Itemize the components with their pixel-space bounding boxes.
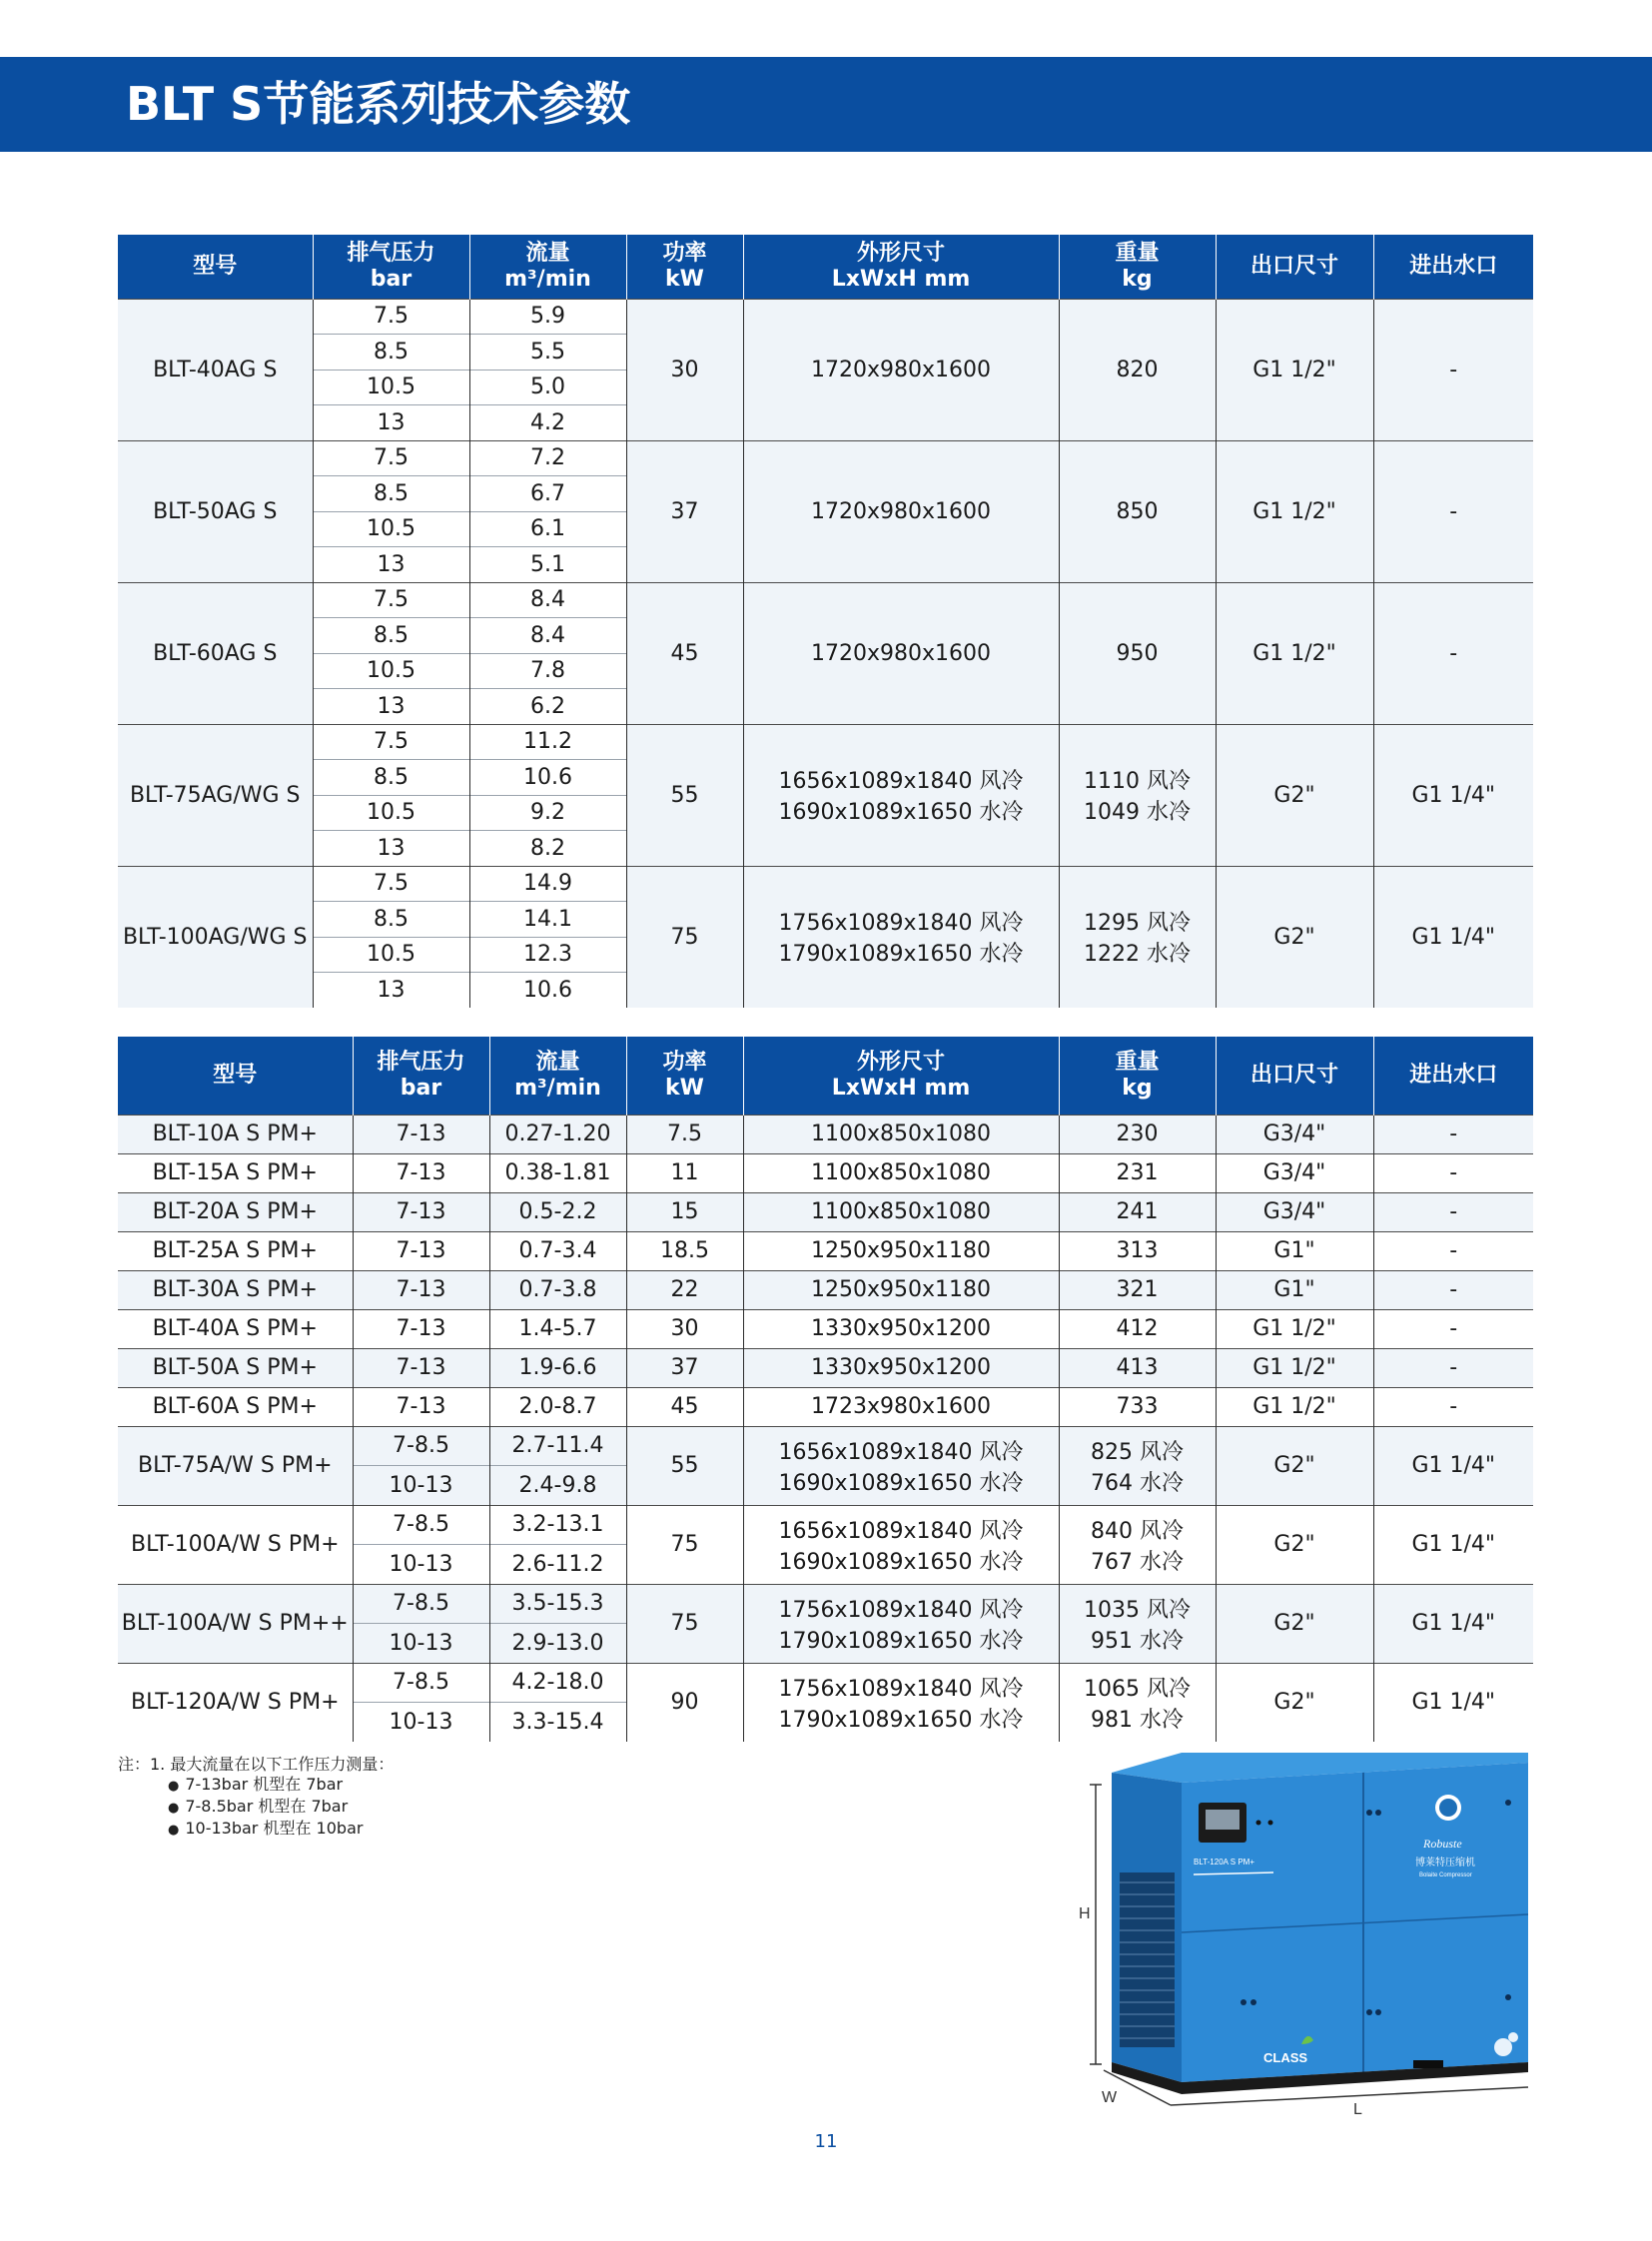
flow-cell: 0.27-1.20 xyxy=(489,1115,626,1153)
flow-cell: 10.6 xyxy=(469,760,626,796)
dimension-line: 1756x1089x1840 风冷 xyxy=(778,1597,1024,1623)
flow-cell: 11.2 xyxy=(469,724,626,760)
water-port-cell: G1 1/4" xyxy=(1373,1584,1533,1663)
flow-cell: 14.9 xyxy=(469,866,626,902)
dimension-line: 1656x1089x1840 风冷 xyxy=(778,1439,1024,1465)
model-cell: BLT-40A S PM+ xyxy=(118,1309,353,1348)
flow-cell: 10.6 xyxy=(469,973,626,1009)
column-header xyxy=(118,235,313,299)
pressure-cell: 8.5 xyxy=(313,902,469,938)
column-header xyxy=(626,235,743,299)
weight-line: 1295 风冷 xyxy=(1084,911,1191,937)
pressure-cell: 10.5 xyxy=(313,937,469,973)
dimension-line: 1756x1089x1840 风冷 xyxy=(778,1676,1024,1702)
model-cell: BLT-40AG S xyxy=(118,299,313,440)
water-port-cell: - xyxy=(1373,1387,1533,1426)
model-cell: BLT-20A S PM+ xyxy=(118,1192,353,1231)
pressure-cell: 7-13 xyxy=(353,1231,489,1270)
power-cell: 45 xyxy=(626,1387,743,1426)
weight-line: 767 水冷 xyxy=(1091,1549,1184,1575)
header-label: 外形尺寸 xyxy=(856,1049,945,1075)
water-port-cell: - xyxy=(1373,1192,1533,1231)
column-header xyxy=(489,1037,626,1115)
flow-cell: 2.4-9.8 xyxy=(489,1466,626,1506)
spec-table-1 xyxy=(118,235,1533,1008)
pressure-cell: 7-13 xyxy=(353,1153,489,1192)
outlet-cell: G1" xyxy=(1216,1270,1373,1309)
pressure-cell: 7-8.5 xyxy=(353,1584,489,1624)
weight-line: 951 水冷 xyxy=(1091,1628,1184,1654)
column-header xyxy=(1216,235,1373,299)
dimension-line: 1720x980x1600 xyxy=(810,640,991,666)
brand-name: Robuste xyxy=(1423,1837,1462,1851)
header-label: 型号 xyxy=(193,253,238,279)
weight-cell xyxy=(1059,1663,1216,1742)
outlet-cell: G1 1/2" xyxy=(1216,1309,1373,1348)
column-header xyxy=(626,1037,743,1115)
power-cell: 75 xyxy=(626,866,743,1008)
weight-line: 840 风冷 xyxy=(1091,1518,1184,1544)
dimension-line: 1720x980x1600 xyxy=(810,357,991,382)
table-row xyxy=(118,1584,1533,1624)
flow-cell: 5.5 xyxy=(469,335,626,371)
pressure-cell: 8.5 xyxy=(313,618,469,654)
weight-cell xyxy=(1059,866,1216,1008)
power-cell: 37 xyxy=(626,1348,743,1387)
flow-cell: 5.0 xyxy=(469,370,626,405)
flow-cell: 0.5-2.2 xyxy=(489,1192,626,1231)
brand-cn: 博莱特压缩机 xyxy=(1415,1858,1475,1868)
flow-cell: 1.9-6.6 xyxy=(489,1348,626,1387)
table-row xyxy=(118,1192,1533,1231)
table-row xyxy=(118,1505,1533,1545)
model-cell: BLT-60AG S xyxy=(118,582,313,724)
column-header xyxy=(743,1037,1059,1115)
water-port-cell: G1 1/4" xyxy=(1373,1426,1533,1505)
table-row xyxy=(118,1426,1533,1466)
pressure-cell: 10-13 xyxy=(353,1703,489,1743)
power-cell: 30 xyxy=(626,299,743,440)
footnote-intro: 注：1. 最大流量在以下工作压力测量： xyxy=(118,1755,395,1774)
dimensions-cell xyxy=(743,1505,1059,1584)
dimensions-cell xyxy=(743,1663,1059,1742)
title-banner xyxy=(0,57,1652,152)
column-header xyxy=(1059,1037,1216,1115)
pressure-cell: 7.5 xyxy=(313,440,469,476)
flow-cell: 9.2 xyxy=(469,795,626,831)
flow-cell: 3.5-15.3 xyxy=(489,1584,626,1624)
water-port-cell: G1 1/4" xyxy=(1373,1663,1533,1742)
weight-line: 981 水冷 xyxy=(1091,1707,1184,1733)
header-label: 出口尺寸 xyxy=(1249,253,1338,279)
pressure-cell: 8.5 xyxy=(313,760,469,796)
table-row xyxy=(118,1663,1533,1703)
dimensions-cell: 1100x850x1080 xyxy=(743,1115,1059,1153)
pressure-cell: 10-13 xyxy=(353,1545,489,1585)
dimension-line: 1790x1089x1650 水冷 xyxy=(778,1707,1024,1733)
table-row xyxy=(118,582,1533,618)
model-cell: BLT-25A S PM+ xyxy=(118,1231,353,1270)
weight-cell xyxy=(1059,299,1216,440)
footnote-item: ● 10-13bar 机型在 10bar xyxy=(118,1819,394,1841)
table-row xyxy=(118,1387,1533,1426)
header-unit: kg xyxy=(1122,266,1153,292)
power-cell: 75 xyxy=(626,1584,743,1663)
dimension-line: 1790x1089x1650 水冷 xyxy=(778,1628,1024,1654)
model-cell: BLT-75AG/WG S xyxy=(118,724,313,866)
flow-cell: 8.2 xyxy=(469,831,626,867)
model-cell: BLT-75A/W S PM+ xyxy=(118,1426,353,1505)
outlet-cell: G2" xyxy=(1216,1584,1373,1663)
water-port-cell: - xyxy=(1373,1115,1533,1153)
pressure-cell: 7-13 xyxy=(353,1387,489,1426)
weight-cell xyxy=(1059,724,1216,866)
pressure-cell: 7.5 xyxy=(313,724,469,760)
flow-cell: 5.9 xyxy=(469,299,626,335)
model-cell: BLT-30A S PM+ xyxy=(118,1270,353,1309)
outlet-cell: G1 1/2" xyxy=(1216,582,1373,724)
dimensions-cell xyxy=(743,724,1059,866)
weight-line: 1065 风冷 xyxy=(1084,1676,1191,1702)
flow-cell: 2.6-11.2 xyxy=(489,1545,626,1585)
flow-cell: 8.4 xyxy=(469,618,626,654)
column-header xyxy=(469,235,626,299)
dimension-line: 1790x1089x1650 水冷 xyxy=(778,942,1024,968)
outlet-cell: G1 1/2" xyxy=(1216,1348,1373,1387)
weight-line: 764 水冷 xyxy=(1091,1470,1184,1496)
weight-cell: 313 xyxy=(1059,1231,1216,1270)
table-row xyxy=(118,1231,1533,1270)
power-cell: 90 xyxy=(626,1663,743,1742)
model-cell: BLT-50AG S xyxy=(118,440,313,582)
header-unit: kg xyxy=(1122,1075,1153,1101)
flow-cell: 3.2-13.1 xyxy=(489,1505,626,1545)
weight-cell xyxy=(1059,1505,1216,1584)
footnotes xyxy=(118,1755,394,1841)
spec-table-2 xyxy=(118,1037,1533,1742)
weight-cell: 321 xyxy=(1059,1270,1216,1309)
weight-cell xyxy=(1059,1584,1216,1663)
pressure-cell: 8.5 xyxy=(313,476,469,512)
outlet-cell: G2" xyxy=(1216,1505,1373,1584)
flow-cell: 0.7-3.8 xyxy=(489,1270,626,1309)
header-label: 流量 xyxy=(535,1049,580,1075)
flow-cell: 8.4 xyxy=(469,582,626,618)
flow-cell: 0.7-3.4 xyxy=(489,1231,626,1270)
weight-line: 1035 风冷 xyxy=(1084,1597,1191,1623)
weight-line: 825 风冷 xyxy=(1091,1439,1184,1465)
pressure-cell: 10.5 xyxy=(313,795,469,831)
flow-cell: 2.7-11.4 xyxy=(489,1426,626,1466)
header-label: 排气压力 xyxy=(347,240,435,266)
flow-cell: 7.2 xyxy=(469,440,626,476)
panel-model-label: BLT-120A S PM+ xyxy=(1194,1858,1254,1867)
pressure-cell: 7-8.5 xyxy=(353,1505,489,1545)
weight-line: 950 xyxy=(1116,640,1159,666)
header-label: 进出水口 xyxy=(1409,253,1498,279)
flow-cell: 2.0-8.7 xyxy=(489,1387,626,1426)
header-label: 出口尺寸 xyxy=(1249,1062,1338,1088)
pressure-cell: 7-13 xyxy=(353,1192,489,1231)
dimension-line: 1690x1089x1650 水冷 xyxy=(778,800,1024,825)
brand-en: Bolaite Compressor xyxy=(1419,1872,1472,1878)
dimensions-cell xyxy=(743,440,1059,582)
power-cell: 55 xyxy=(626,1426,743,1505)
dimensions-cell xyxy=(743,866,1059,1008)
pressure-cell: 10.5 xyxy=(313,370,469,405)
header-label: 外形尺寸 xyxy=(856,240,945,266)
dimensions-cell: 1100x850x1080 xyxy=(743,1192,1059,1231)
pressure-cell: 7.5 xyxy=(313,582,469,618)
outlet-cell: G3/4" xyxy=(1216,1192,1373,1231)
table-row xyxy=(118,1270,1533,1309)
dimensions-cell: 1330x950x1200 xyxy=(743,1309,1059,1348)
dimension-line: 1656x1089x1840 风冷 xyxy=(778,1518,1024,1544)
pressure-cell: 7-13 xyxy=(353,1309,489,1348)
weight-cell: 413 xyxy=(1059,1348,1216,1387)
outlet-cell: G1 1/2" xyxy=(1216,440,1373,582)
water-port-cell: - xyxy=(1373,299,1533,440)
water-port-cell: - xyxy=(1373,440,1533,582)
weight-line: 850 xyxy=(1116,498,1159,524)
pressure-cell: 13 xyxy=(313,405,469,441)
dimensions-cell: 1723x980x1600 xyxy=(743,1387,1059,1426)
weight-line: 820 xyxy=(1116,357,1159,382)
weight-line: 1049 水冷 xyxy=(1084,800,1191,825)
outlet-cell: G1 1/2" xyxy=(1216,299,1373,440)
weight-cell xyxy=(1059,440,1216,582)
dimensions-cell xyxy=(743,1584,1059,1663)
outlet-cell: G2" xyxy=(1216,1426,1373,1505)
column-header xyxy=(1059,235,1216,299)
header-unit: bar xyxy=(400,1075,442,1101)
dimension-line: 1720x980x1600 xyxy=(810,498,991,524)
weight-cell: 733 xyxy=(1059,1387,1216,1426)
table-row xyxy=(118,1348,1533,1387)
pressure-cell: 8.5 xyxy=(313,335,469,371)
dimensions-cell xyxy=(743,582,1059,724)
table-row xyxy=(118,866,1533,902)
footnote-item: ● 7-13bar 机型在 7bar xyxy=(118,1775,394,1797)
pressure-cell: 13 xyxy=(313,689,469,725)
model-cell: BLT-60A S PM+ xyxy=(118,1387,353,1426)
water-port-cell: - xyxy=(1373,1231,1533,1270)
page-number: 11 xyxy=(814,2131,838,2152)
header-unit: kW xyxy=(665,1075,704,1101)
dimension-line: 1756x1089x1840 风冷 xyxy=(778,911,1024,937)
model-cell: BLT-100A/W S PM+ xyxy=(118,1505,353,1584)
column-header xyxy=(353,1037,489,1115)
power-cell: 18.5 xyxy=(626,1231,743,1270)
header-unit: bar xyxy=(370,266,413,292)
width-label: W xyxy=(1102,2089,1118,2106)
weight-cell: 230 xyxy=(1059,1115,1216,1153)
power-cell: 75 xyxy=(626,1505,743,1584)
model-cell: BLT-100A/W S PM++ xyxy=(118,1584,353,1663)
header-label: 流量 xyxy=(525,240,570,266)
flow-cell: 0.38-1.81 xyxy=(489,1153,626,1192)
column-header xyxy=(313,235,469,299)
header-label: 重量 xyxy=(1115,240,1160,266)
water-port-cell: - xyxy=(1373,1270,1533,1309)
footnote-item: ● 7-8.5bar 机型在 7bar xyxy=(118,1797,394,1819)
pressure-cell: 7.5 xyxy=(313,866,469,902)
column-header xyxy=(1373,235,1533,299)
pressure-cell: 7-13 xyxy=(353,1348,489,1387)
weight-line: 1110 风冷 xyxy=(1084,769,1191,794)
model-cell: BLT-50A S PM+ xyxy=(118,1348,353,1387)
flow-cell: 6.1 xyxy=(469,511,626,547)
water-port-cell: G1 1/4" xyxy=(1373,866,1533,1008)
flower-decoration-icon xyxy=(1494,2038,1512,2056)
pressure-cell: 7-8.5 xyxy=(353,1663,489,1703)
outlet-cell: G3/4" xyxy=(1216,1115,1373,1153)
pressure-cell: 10.5 xyxy=(313,653,469,689)
dimensions-cell: 1100x850x1080 xyxy=(743,1153,1059,1192)
flow-cell: 6.2 xyxy=(469,689,626,725)
header-label: 进出水口 xyxy=(1409,1062,1498,1088)
column-header xyxy=(1373,1037,1533,1115)
dimensions-cell: 1250x950x1180 xyxy=(743,1231,1059,1270)
water-port-cell: G1 1/4" xyxy=(1373,1505,1533,1584)
column-header xyxy=(743,235,1059,299)
pressure-cell: 10-13 xyxy=(353,1624,489,1664)
column-header xyxy=(1216,1037,1373,1115)
power-cell: 30 xyxy=(626,1309,743,1348)
weight-cell xyxy=(1059,582,1216,724)
outlet-cell: G2" xyxy=(1216,1663,1373,1742)
flow-cell: 4.2-18.0 xyxy=(489,1663,626,1703)
model-cell: BLT-100AG/WG S xyxy=(118,866,313,1008)
power-cell: 22 xyxy=(626,1270,743,1309)
pressure-cell: 10.5 xyxy=(313,511,469,547)
header-label: 功率 xyxy=(662,1049,707,1075)
outlet-cell: G3/4" xyxy=(1216,1153,1373,1192)
page-title: BLT S节能系列技术参数 xyxy=(126,77,631,131)
pressure-cell: 7-8.5 xyxy=(353,1426,489,1466)
flow-cell: 5.1 xyxy=(469,547,626,583)
model-cell: BLT-10A S PM+ xyxy=(118,1115,353,1153)
model-cell: BLT-15A S PM+ xyxy=(118,1153,353,1192)
pressure-cell: 13 xyxy=(313,547,469,583)
weight-cell: 412 xyxy=(1059,1309,1216,1348)
pressure-cell: 13 xyxy=(313,973,469,1009)
flow-cell: 7.8 xyxy=(469,653,626,689)
water-port-cell: - xyxy=(1373,1309,1533,1348)
power-cell: 15 xyxy=(626,1192,743,1231)
table-row xyxy=(118,1153,1533,1192)
power-cell: 11 xyxy=(626,1153,743,1192)
column-header xyxy=(118,1037,353,1115)
header-unit: kW xyxy=(665,266,704,292)
water-port-cell: G1 1/4" xyxy=(1373,724,1533,866)
pressure-cell: 7-13 xyxy=(353,1270,489,1309)
compressor-illustration xyxy=(1074,1743,1543,2122)
flow-cell: 2.9-13.0 xyxy=(489,1624,626,1664)
header-unit: m³/min xyxy=(514,1075,601,1101)
pressure-cell: 10-13 xyxy=(353,1466,489,1506)
table-row xyxy=(118,1115,1533,1153)
dimensions-cell: 1330x950x1200 xyxy=(743,1348,1059,1387)
outlet-cell: G2" xyxy=(1216,724,1373,866)
water-port-cell: - xyxy=(1373,582,1533,724)
pressure-cell: 13 xyxy=(313,831,469,867)
table-row xyxy=(118,1309,1533,1348)
flow-cell: 6.7 xyxy=(469,476,626,512)
model-cell: BLT-120A/W S PM+ xyxy=(118,1663,353,1742)
flow-cell: 14.1 xyxy=(469,902,626,938)
flow-cell: 12.3 xyxy=(469,937,626,973)
header-unit: LxWxH mm xyxy=(831,266,971,292)
pressure-cell: 7.5 xyxy=(313,299,469,335)
weight-line: 1222 水冷 xyxy=(1084,942,1191,968)
outlet-cell: G2" xyxy=(1216,866,1373,1008)
height-label: H xyxy=(1079,1905,1091,1922)
water-port-cell: - xyxy=(1373,1348,1533,1387)
vent-grille xyxy=(1120,1872,1175,2047)
table-row xyxy=(118,724,1533,760)
power-cell: 37 xyxy=(626,440,743,582)
flow-cell: 1.4-5.7 xyxy=(489,1309,626,1348)
power-cell: 7.5 xyxy=(626,1115,743,1153)
weight-cell: 231 xyxy=(1059,1153,1216,1192)
power-cell: 45 xyxy=(626,582,743,724)
table-row xyxy=(118,299,1533,335)
header-unit: m³/min xyxy=(504,266,591,292)
dimensions-cell xyxy=(743,1426,1059,1505)
table-row xyxy=(118,440,1533,476)
dimension-line: 1690x1089x1650 水冷 xyxy=(778,1549,1024,1575)
dimension-line: 1690x1089x1650 水冷 xyxy=(778,1470,1024,1496)
outlet-cell: G1 1/2" xyxy=(1216,1387,1373,1426)
dimensions-cell: 1250x950x1180 xyxy=(743,1270,1059,1309)
weight-cell xyxy=(1059,1426,1216,1505)
header-unit: LxWxH mm xyxy=(831,1075,971,1101)
dimension-line: 1656x1089x1840 风冷 xyxy=(778,769,1024,794)
flow-cell: 3.3-15.4 xyxy=(489,1703,626,1743)
class-mark: CLASS xyxy=(1263,2050,1308,2065)
header-label: 重量 xyxy=(1115,1049,1160,1075)
dimensions-cell xyxy=(743,299,1059,440)
header-label: 型号 xyxy=(213,1062,258,1088)
outlet-cell: G1" xyxy=(1216,1231,1373,1270)
header-label: 功率 xyxy=(662,240,707,266)
pressure-cell: 7-13 xyxy=(353,1115,489,1153)
water-port-cell: - xyxy=(1373,1153,1533,1192)
flow-cell: 4.2 xyxy=(469,405,626,441)
length-label: L xyxy=(1353,2101,1362,2118)
header-label: 排气压力 xyxy=(377,1049,465,1075)
weight-cell: 241 xyxy=(1059,1192,1216,1231)
power-cell: 55 xyxy=(626,724,743,866)
